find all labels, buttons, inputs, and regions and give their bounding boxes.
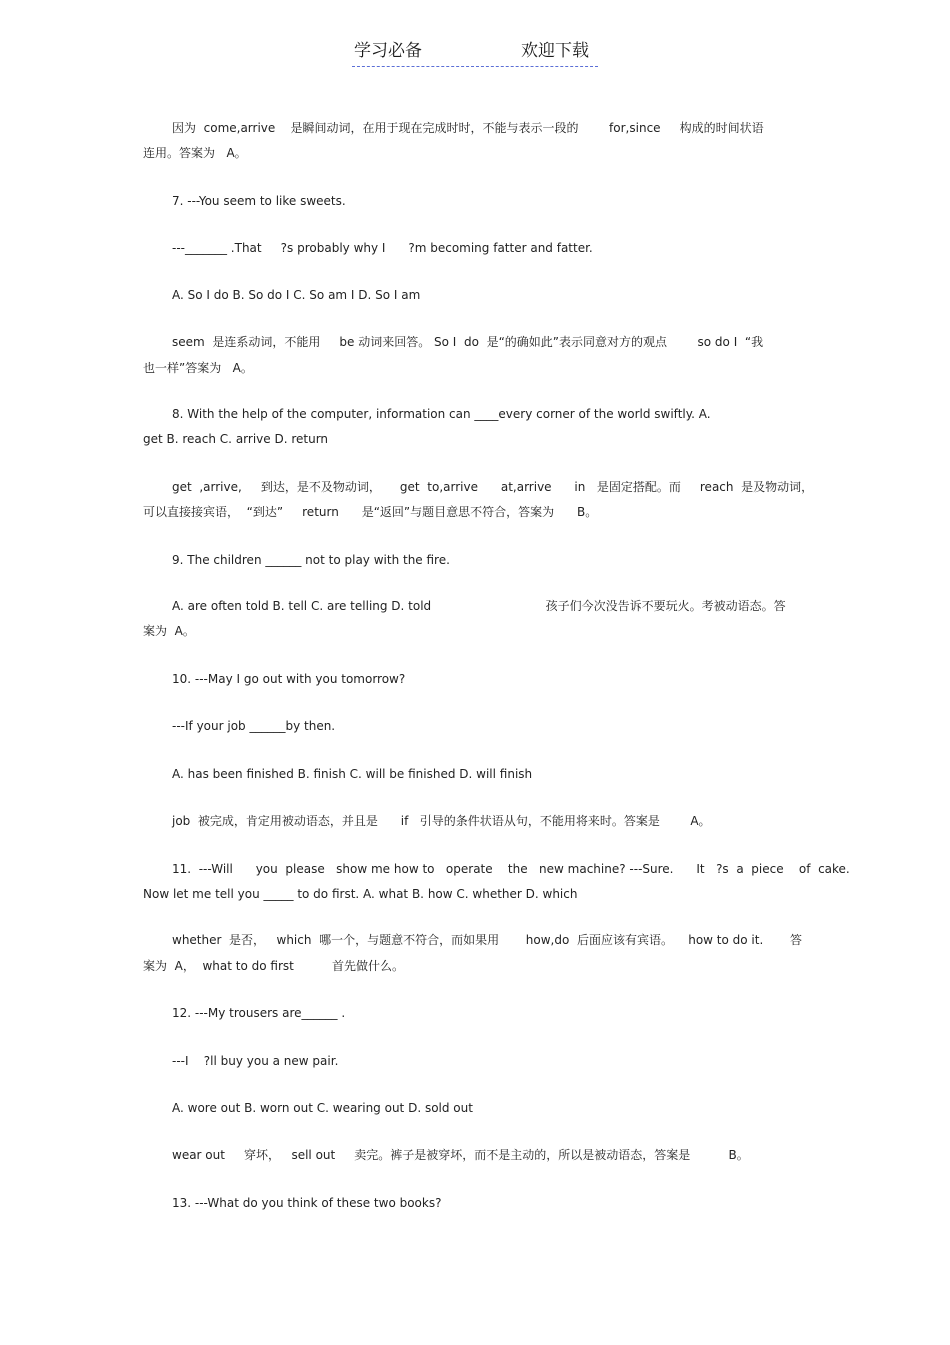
options-line: A. are often told B. tell C. are telling D. told 孩子们今次没告诉不要玩火。考被动语态。答	[172, 599, 786, 613]
text-line: ---_______ .That ?s probably why I ?m becoming fatter and fatter.	[172, 241, 593, 255]
options-line: A. wore out B. worn out C. wearing out D. sold out	[172, 1101, 473, 1115]
text-line: ---I ?ll buy you a new pair.	[172, 1054, 339, 1068]
text-line: wear out 穿坏， sell out 卖完。裤子是被穿坏，而不是主动的，所以是被动语态，答案是 B。	[172, 1148, 749, 1162]
text-line: ---If your job ______by then.	[172, 719, 336, 733]
options-line: get B. reach C. arrive D. return	[143, 432, 329, 446]
text-line: 也一样”答案为 A。	[143, 361, 253, 375]
page-header	[352, 40, 598, 67]
question-10: 10. ---May I go out with you tomorrow?	[172, 672, 406, 686]
question-7: 7. ---You seem to like sweets.	[172, 194, 346, 208]
text-line: whether 是否， which 哪一个，与题意不符合，而如果用 how,do 后面应该有宾语。 how to do it. 答	[172, 933, 802, 947]
question-13: 13. ---What do you think of these two books?	[172, 1196, 442, 1210]
text-line: 案为 A， what to do first 首先做什么。	[143, 959, 404, 973]
header-left-text: 学习必备	[354, 41, 422, 61]
options-line: A. So I do B. So do I C. So am I D. So I am	[172, 288, 421, 302]
text-line: job 被完成，肯定用被动语态，并且是 if 引导的条件状语从句，不能用将来时。答案是 A。	[172, 814, 711, 828]
question-11: 11. ---Will you please show me how to operate the new machine? ---Sure. It ?s a piece of cake.	[172, 862, 850, 876]
text-line: get ,arrive, 到达，是不及物动词， get to,arrive at,arrive in 是固定搭配。而 reach 是及物动词，	[172, 480, 814, 494]
text-line: 连用。答案为 A。	[143, 146, 247, 160]
question-12: 12. ---My trousers are______ .	[172, 1006, 346, 1020]
options-line: A. has been finished B. finish C. will be finished D. will finish	[172, 767, 533, 781]
question-8: 8. With the help of the computer, information can ____every corner of the world swiftly. A.	[172, 407, 711, 421]
header-right-text: 欢迎下载	[521, 41, 589, 61]
text-line: 案为 A。	[143, 624, 195, 638]
options-line: Now let me tell you _____ to do first. A. what B. how C. whether D. which	[143, 887, 578, 901]
question-9: 9. The children ______ not to play with the fire.	[172, 553, 450, 567]
text-line: 因为 come,arrive 是瞬间动词，在用于现在完成时时，不能与表示一段的 for,since 构成的时间状语	[172, 121, 764, 135]
text-line: 可以直接接宾语， “到达” return 是“返回”与题目意思不符合，答案为 B。	[143, 505, 598, 519]
text-line: seem 是连系动词，不能用 be 动词来回答。 So I do 是“的确如此”表示同意对方的观点 so do I “我	[172, 335, 764, 349]
